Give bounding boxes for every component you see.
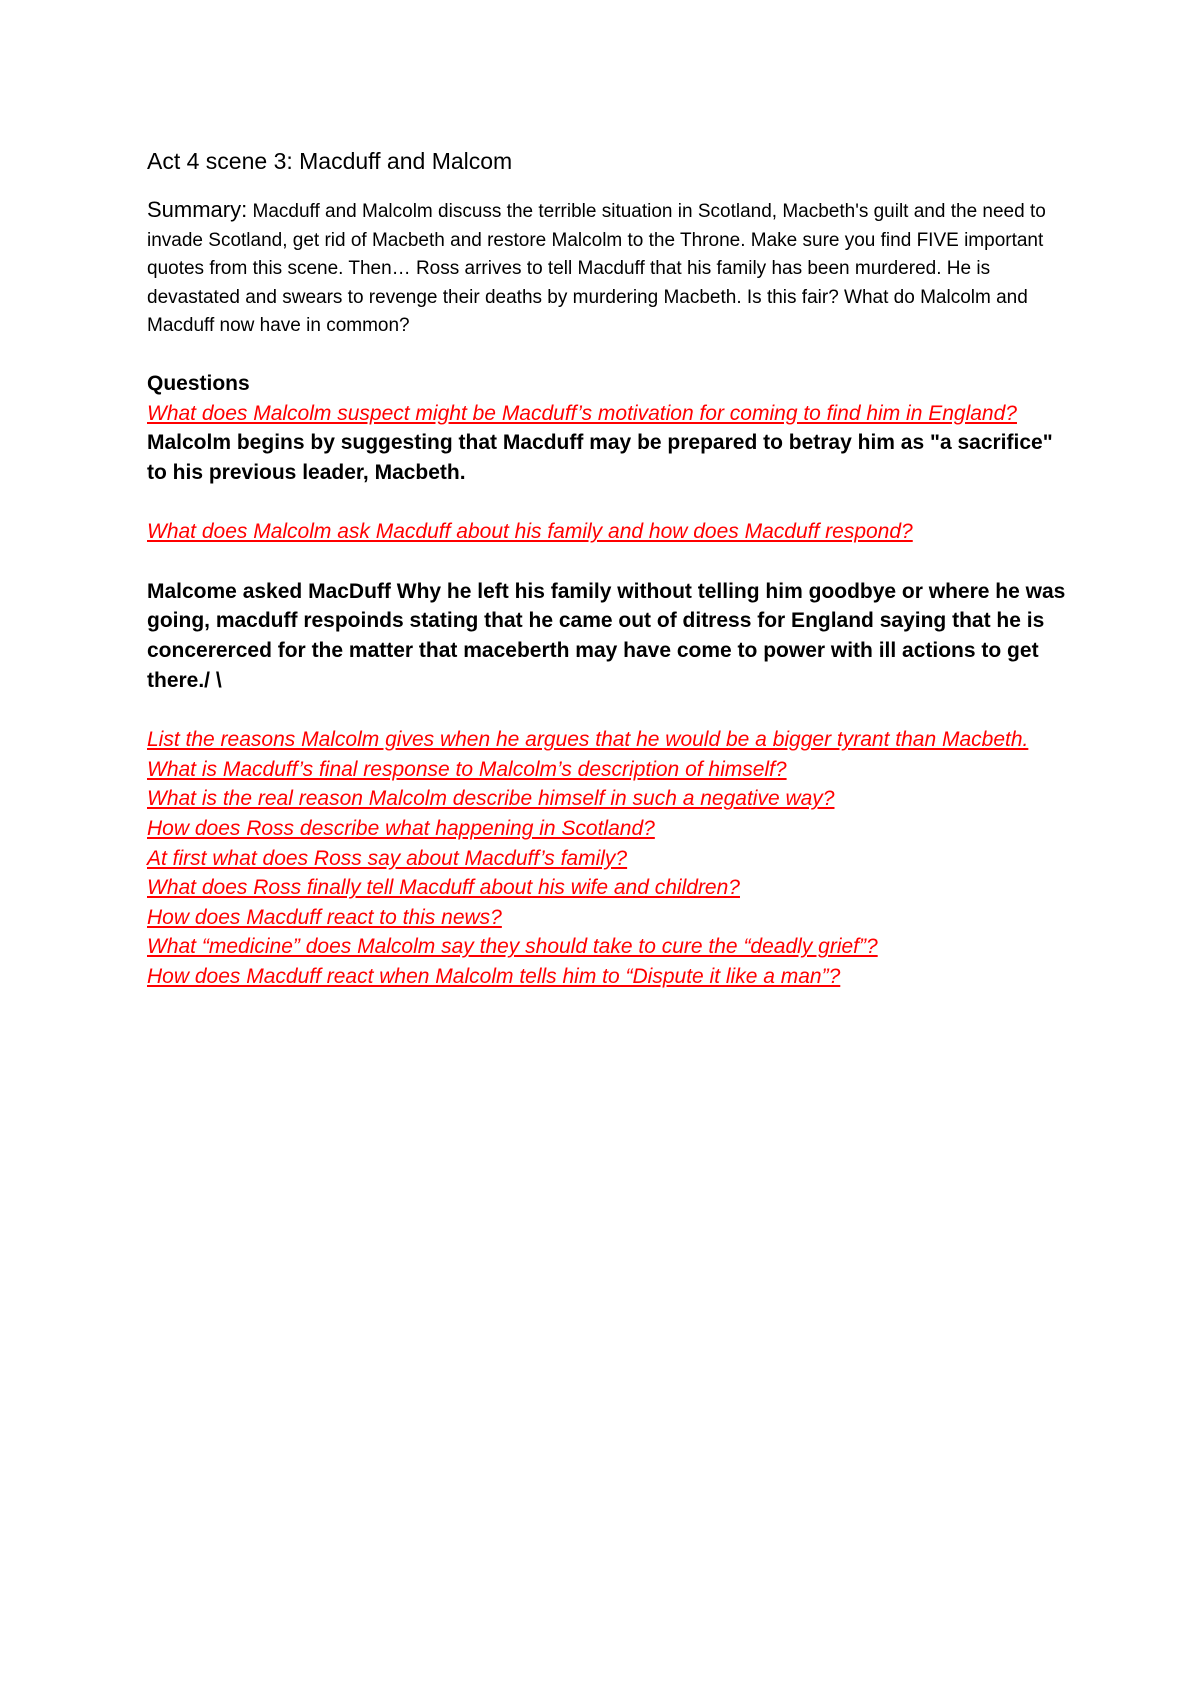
question-item: What does Ross finally tell Macduff about his wife and children? <box>147 876 740 900</box>
document-content <box>147 146 1077 992</box>
page-title: Act 4 scene 3: Macduff and Malcom <box>147 148 513 174</box>
question-item: How does Macduff react to this news? <box>147 905 502 929</box>
spacer <box>147 695 1077 725</box>
question-item: List the reasons Malcolm gives when he argues that he would be a bigger tyrant than Macbeth. <box>147 728 1029 752</box>
question-item: How does Macduff react when Malcolm tells him to “Dispute it like a man”? <box>147 965 841 988</box>
summary-text: Macduff and Malcolm discuss the terrible situation in Scotland, Macbeth's guilt and the need to invade Scotland, get rid of Macbeth and restore Malcolm to the Throne. Make sure you find FIVE important quotes from this scene. Then… Ross arrives to tell Macduff that his family has been murdered. He is devastated and swears to revenge their deaths by murdering Macbeth. Is this fair? What do Malcolm and Macduff now have in common? <box>147 201 1046 336</box>
question-item: What is the real reason Malcolm describe himself in such a negative way? <box>147 787 835 811</box>
summary-label: Summary: <box>147 197 248 222</box>
remaining-questions-list <box>147 725 1077 991</box>
answer-1: Malcolm begins by suggesting that Macduff may be prepared to betray him as "a sacrifice" to his previous leader, Macbeth. <box>147 431 1053 484</box>
question-item: How does Ross describe what happening in Scotland? <box>147 817 655 841</box>
spacer <box>147 547 1077 577</box>
question-item: What is Macduff’s final response to Malcolm’s description of himself? <box>147 757 787 781</box>
question-item: At first what does Ross say about Macduff’s family? <box>147 846 628 870</box>
question-2: What does Malcolm ask Macduff about his family and how does Macduff respond? <box>147 520 913 544</box>
spacer <box>147 487 1077 517</box>
question-1: What does Malcolm suspect might be Macduff’s motivation for coming to find him in England? <box>147 401 1017 425</box>
summary-paragraph <box>147 196 1077 341</box>
question-item: What “medicine” does Malcolm say they should take to cure the “deadly grief”? <box>147 935 878 959</box>
questions-heading: Questions <box>147 371 250 395</box>
answer-2: Malcome asked MacDuff Why he left his family without telling him goodbye or where he was going, macduff respoinds stating that he came out of ditress for England saying that he is concererced for the matter that maceberth may have come to power with ill actions to get there./ \ <box>147 579 1066 692</box>
